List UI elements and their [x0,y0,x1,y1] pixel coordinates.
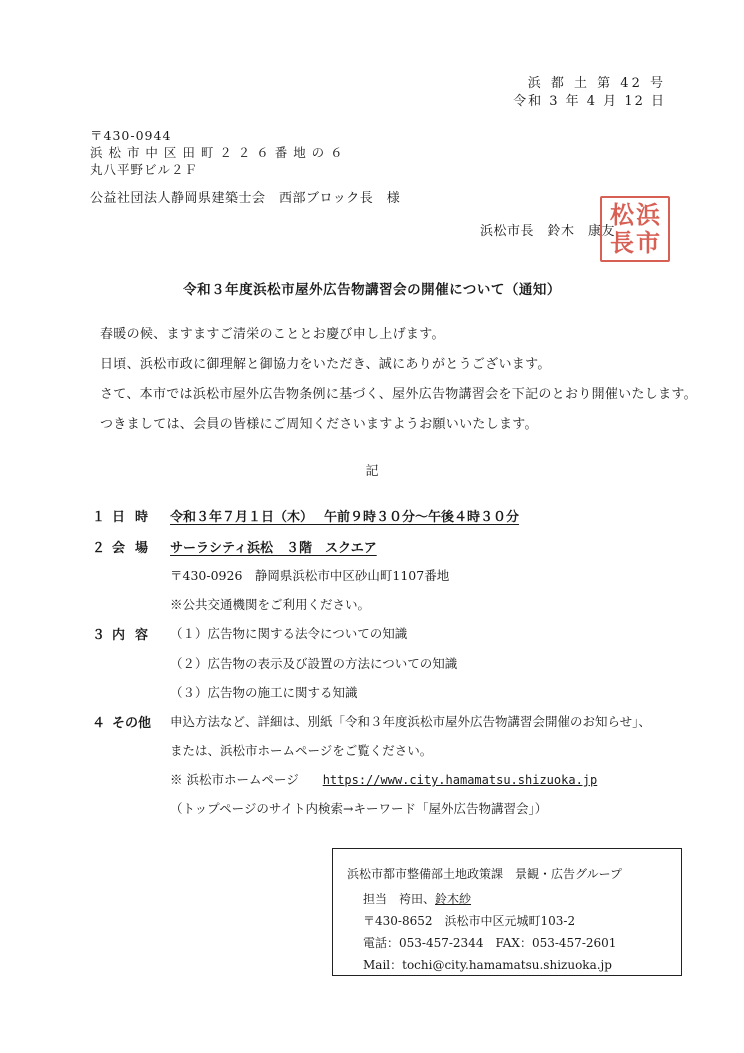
contact-phone: 電話：053-457-2344 FAX：053-457-2601 [363,936,617,950]
item-4-line-2: または、浜松市ホームページをご覧ください。 [170,743,433,758]
item-2-number: ２ [92,541,106,556]
body-line-2: 日頃、浜松市政に御理解と御協力をいただき、誠にありがとうございます。 [100,357,551,372]
contact-staff [363,890,471,907]
item-1-value: 令和３年７月１日（木） 午前９時３０分～午後４時３０分 [170,510,520,525]
seal-column-right: 浜 市 [636,200,660,257]
homepage-link[interactable]: https://www.city.hamamatsu.shizuoka.jp [322,773,598,787]
body-line-4: つきましては、会員の皆様にご周知くださいますようお願いいたします。 [100,417,538,432]
contact-staff-label: 担当 袴田、 [363,892,436,906]
document-title: 令和３年度浜松市屋外広告物講習会の開催について（通知） [183,282,561,298]
contact-address: 〒430-8652 浜松市中区元城町103-2 [363,914,576,928]
homepage-label: ※ 浜松市ホームページ [170,772,299,787]
item-3-number: ３ [92,628,106,643]
item-2-label: 会場 [112,541,159,556]
item-4-homepage-row [170,770,597,788]
item-2-address: 〒430-0926 静岡県浜松市中区砂山町1107番地 [170,568,450,583]
item-4-number: ４ [92,716,106,731]
body-line-1: 春暖の候、ますますご清栄のこととお慶び申し上げます。 [100,327,445,342]
item-3-line-3: （３）広告物の施工に関する知識 [170,685,358,700]
contact-department: 浜松市都市整備部土地政策課 景観・広告グループ [347,867,623,881]
item-3-label: 内容 [112,628,159,643]
document-date: 令和 3 年 4 月 12 日 [513,94,666,109]
item-3-line-2: （２）広告物の表示及び設置の方法についての知識 [170,656,458,671]
address-line-2: 丸八平野ビル２Ｆ [90,162,199,177]
body-line-3: さて、本市では浜松市屋外広告物条例に基づく、屋外広告物講習会を下記のとおり開催いたします。 [100,387,697,402]
item-2-note: ※公共交通機関をご利用ください。 [170,597,371,612]
official-seal [600,196,670,262]
seal-column-left: 松 長 [610,200,634,257]
item-2-value: サーラシティ浜松 ３階 スクエア [170,541,377,556]
item-4-homepage-note: （トップページのサイト内検索→キーワード「屋外広告物講習会」） [170,801,548,816]
item-1-label: 日時 [112,510,159,525]
sender: 浜松市長 鈴木 康友 [480,224,616,239]
postal-code: 〒430-0944 [90,128,172,143]
recipient: 公益社団法人静岡県建築士会 西部ブロック長 様 [90,191,401,206]
contact-box [332,848,682,976]
contact-staff-name: 鈴木紗 [435,892,472,906]
document-number: 浜 都 土 第 42 号 [527,76,666,91]
contact-mail[interactable]: Mail：tochi@city.hamamatsu.shizuoka.jp [363,958,612,972]
ki-heading: 記 [365,464,379,479]
address-line-1: 浜 松 市 中 区 田 町 ２ ２ ６ 番 地 の ６ [90,145,344,160]
item-3-line-1: （１）広告物に関する法令についての知識 [170,626,408,641]
item-4-line-1: 申込方法など、詳細は、別紙「令和３年度浜松市屋外広告物講習会開催のお知らせ」、 [170,714,651,729]
item-4-label: その他 [112,716,152,731]
item-1-number: １ [92,510,106,525]
